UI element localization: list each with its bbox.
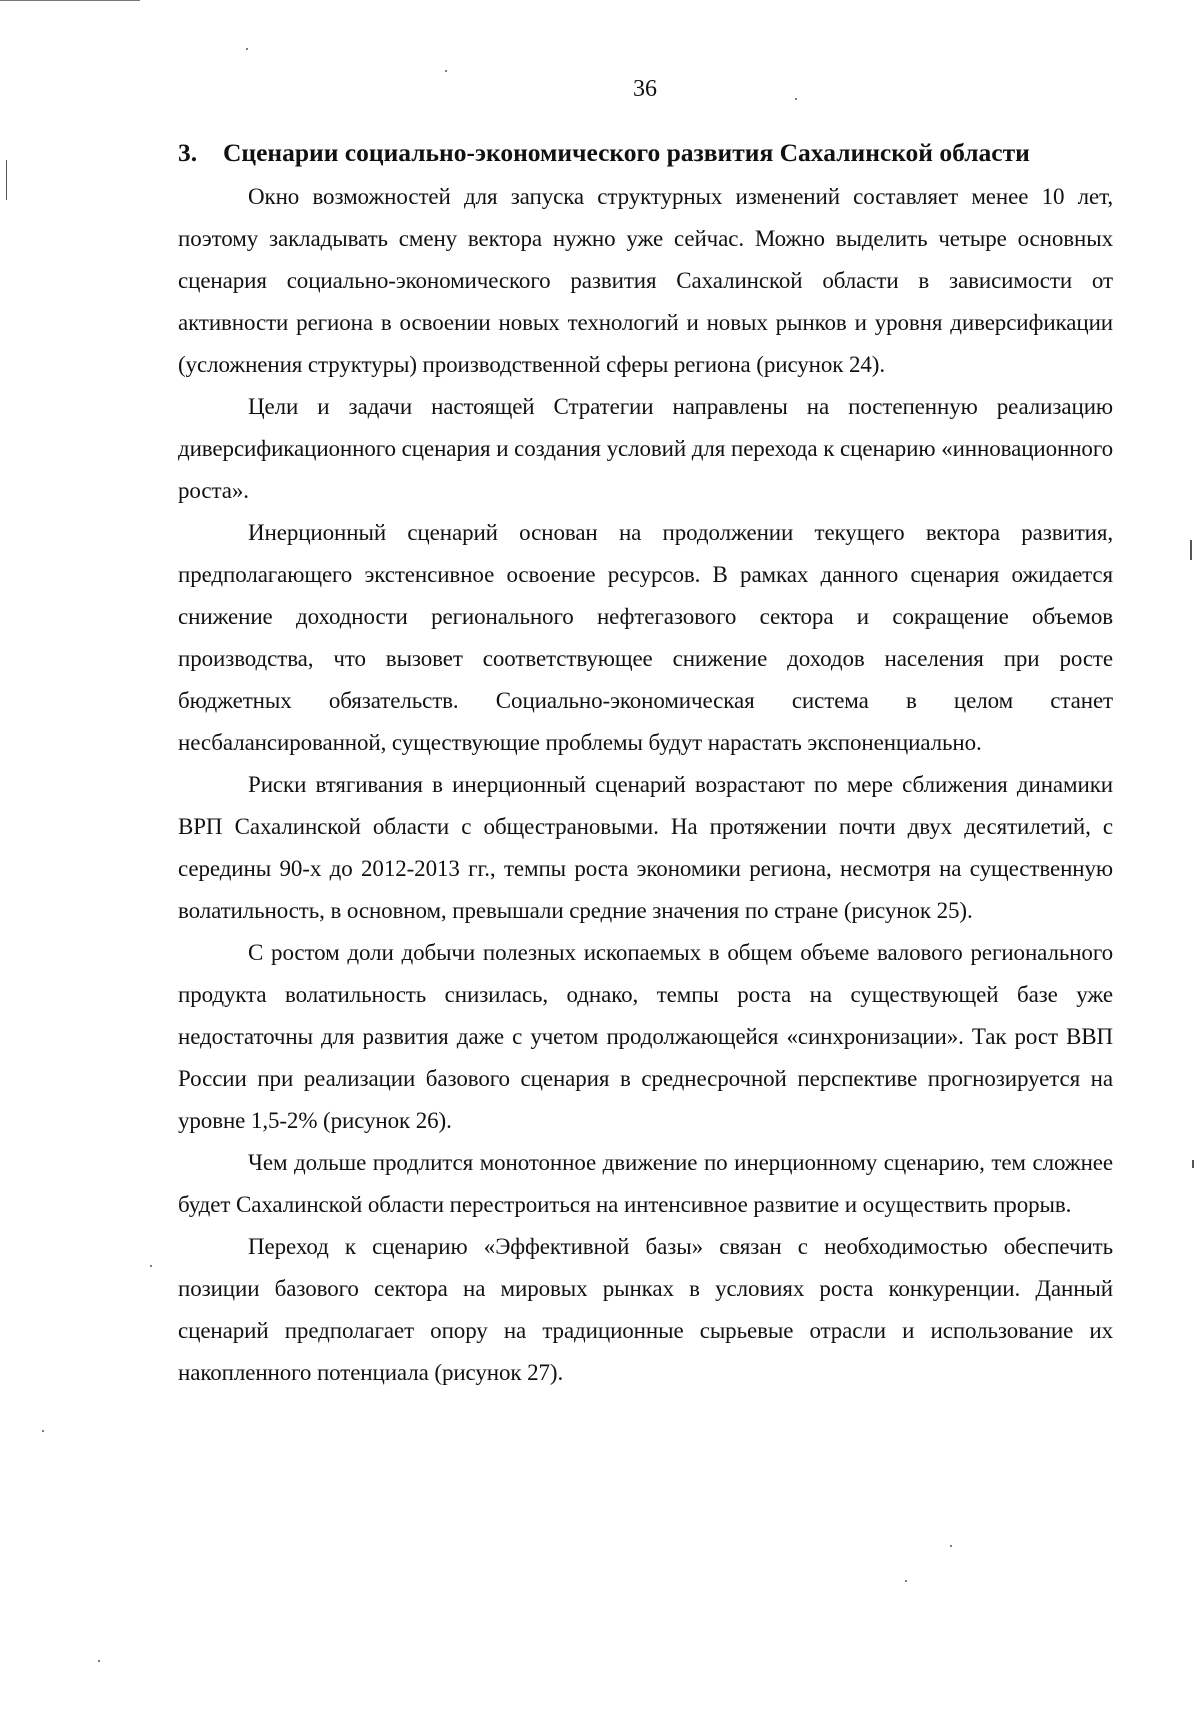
page-number: 36 xyxy=(633,76,657,102)
paragraph-window-of-opportunity: Окно возможностей для запуска структурных изменений составляет менее 10 лет, поэтому закладывать смену вектора нужно уже сейчас. Можно выделить четыре основных сценария социально-экономического развития Сахалинской области в зависимости от активности региона в освоении новых технологий и новых рынков и уровня диверсификации (усложнения структуры) производственной сферы региона (рисунок 24). xyxy=(178,184,1113,377)
scan-speck xyxy=(6,160,7,200)
paragraph-inertial-risks: Риски втягивания в инерционный сценарий возрастают по мере сближения динамики ВРП Сахалинской области с общестрановыми. На протяжении почти двух десятилетий, с середины 90-х до 2012-2013 гг., темпы роста экономики региона, несмотря на существенную волатильность, в основном, превышали средние значения по стране (рисунок 25). xyxy=(178,772,1113,923)
paragraph-effective-base: Переход к сценарию «Эффективной базы» связан с необходимостью обеспечить позиции базового сектора на мировых рынках в условиях роста конкуренции. Данный сценарий предполагает опору на традиционные сырьевые отрасли и использование их накопленного потенциала (рисунок 27). xyxy=(178,1234,1113,1385)
section-title: Сценарии социально-экономического развития Сахалинской области xyxy=(223,138,1030,167)
scan-speck xyxy=(246,48,248,50)
paragraph-monotonous-movement: Чем дольше продлится монотонное движение по инерционному сценарию, тем сложнее будет Сахалинской области перестроиться на интенсивное развитие и осуществить прорыв. xyxy=(178,1150,1113,1217)
scan-speck xyxy=(42,1430,44,1432)
page-content xyxy=(178,130,1113,1394)
scan-speck xyxy=(795,98,797,100)
paragraph-strategy-goals: Цели и задачи настоящей Стратегии направлены на постепенную реализацию диверсификационного сценария и создания условий для перехода к сценарию «инновационного роста». xyxy=(178,394,1113,503)
scan-speck xyxy=(905,1580,907,1582)
scan-edge-line xyxy=(0,0,140,1)
scan-speck xyxy=(445,70,447,72)
scan-speck xyxy=(150,1265,152,1267)
section-heading xyxy=(178,130,1113,176)
scan-speck xyxy=(1190,540,1192,560)
paragraph-mining-share: С ростом доли добычи полезных ископаемых в общем объеме валового регионального продукта волатильность снизилась, однако, темпы роста на существующей базе уже недостаточны для развития даже с учетом продолжающейся «синхронизации». Так рост ВВП России при реализации базового сценария в среднесрочной перспективе прогнозируется на уровне 1,5-2% (рисунок 26). xyxy=(178,940,1113,1133)
scan-speck xyxy=(98,1660,100,1662)
scan-speck xyxy=(1192,1160,1194,1168)
paragraph-inertial-scenario: Инерционный сценарий основан на продолжении текущего вектора развития, предполагающего экстенсивное освоение ресурсов. В рамках данного сценария ожидается снижение доходности регионального нефтегазового сектора и сокращение объемов производства, что вызовет соответствующее снижение доходов населения при росте бюджетных обязательств. Социально-экономическая система в целом станет несбалансированной, существующие проблемы будут нарастать экспоненциально. xyxy=(178,520,1113,755)
section-number: 3. xyxy=(178,138,198,167)
scan-speck xyxy=(950,1545,952,1547)
